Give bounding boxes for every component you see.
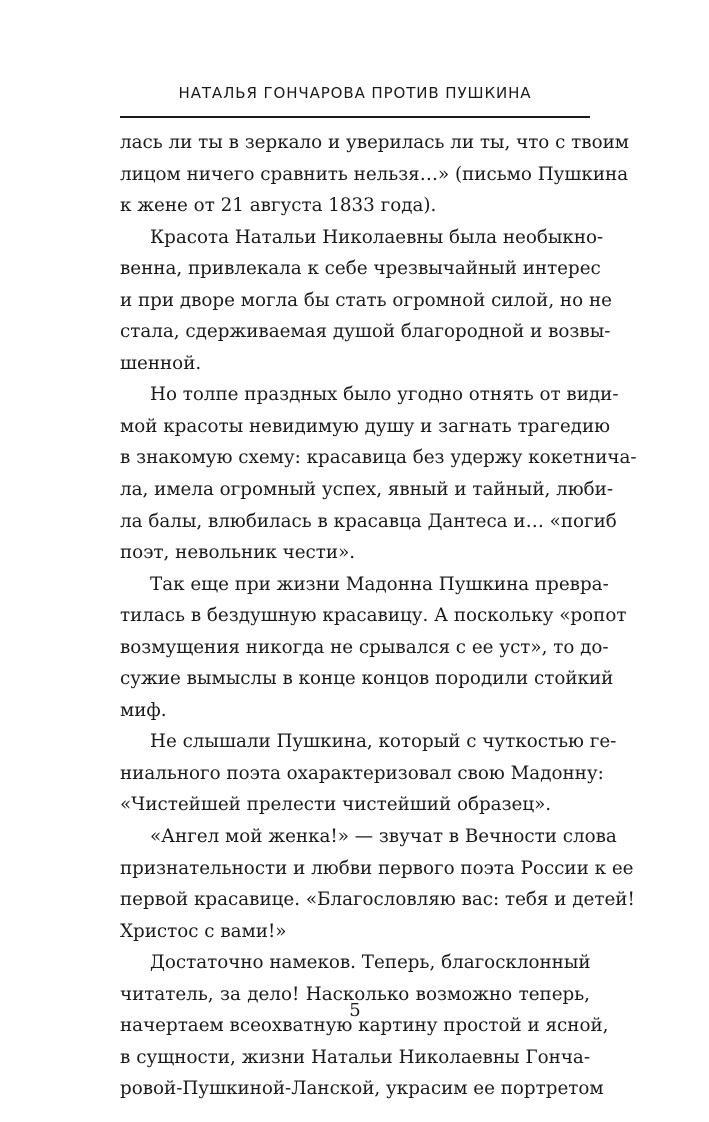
paragraph-first-line: Красота Натальи Николаевны была необыкно- [150, 226, 604, 248]
text-line: лась ли ты в зеркало и уверилась ли ты, что с твоим [120, 132, 629, 153]
running-header: НАТАЛЬЯ ГОНЧАРОВА ПРОТИВ ПУШКИНА [178, 84, 532, 102]
paragraph-first-line: Достаточно намеков. Теперь, благосклонный [150, 952, 591, 974]
text-line: читатель, за дело! Насколько возможно теперь, [120, 983, 590, 1005]
text-line: и при дворе могла бы стать огромной силой, но не [120, 289, 612, 311]
text-line: признательности и любви первого поэта России к ее [120, 857, 634, 879]
paragraph-first-line: Но толпе праздных было угодно отнять от види- [150, 384, 619, 406]
paragraph-first-line: Не слышали Пушкина, который с чуткостью ге- [150, 731, 617, 753]
text-line: сужие вымыслы в конце концов породили стойкий [120, 668, 614, 690]
text-line: ла балы, влюбилась в красавца Дантеса и… «погиб [120, 510, 617, 532]
text-line: миф. [120, 699, 167, 721]
text-line: Христос с вами!» [120, 920, 287, 942]
text-line: венна, привлекала к себе чрезвычайный интерес [120, 258, 601, 280]
text-line: в знакомую схему: красавица без удержу кокетнича- [120, 447, 637, 469]
header-rule [120, 116, 590, 118]
page-body [120, 127, 637, 1105]
text-line: возмущения никогда не срывался с ее уст», то до- [120, 636, 609, 658]
paragraph-first-line: «Ангел мой женка!» — звучат в Вечности слова [150, 826, 617, 848]
text-line: начертаем всеохватную картину простой и ясной, [120, 1015, 609, 1037]
text-line: мой красоты невидимую душу и загнать трагедию [120, 415, 611, 437]
text-line: ниального поэта охарактеризовал свою Мадонну: [120, 762, 604, 784]
text-line: шенной. [120, 352, 202, 374]
text-line: ровой-Пушкиной-Ланской, украсим ее портретом [120, 1078, 604, 1100]
text-line: «Чистейшей прелести чистейший образец». [120, 794, 552, 816]
text-line: в сущности, жизни Натальи Николаевны Гонча- [120, 1046, 590, 1068]
text-line: стала, сдерживаемая душой благородной и возвы- [120, 321, 611, 343]
page-number: 5 [349, 1000, 361, 1021]
text-line: первой красавице. «Благословляю вас: тебя и детей! [120, 889, 635, 911]
text-line: ла, имела огромный успех, явный и тайный, люби- [120, 479, 614, 501]
text-line: тилась в бездушную красавицу. А поскольку «ропот [120, 605, 627, 627]
text-line: поэт, невольник чести». [120, 542, 356, 564]
paragraph-first-line: Так еще при жизни Мадонна Пушкина превра- [150, 573, 609, 595]
text-line: лицом ничего сравнить нельзя…» (письмо Пушкина [120, 163, 629, 185]
text-line: к жене от 21 августа 1833 года). [120, 195, 437, 217]
